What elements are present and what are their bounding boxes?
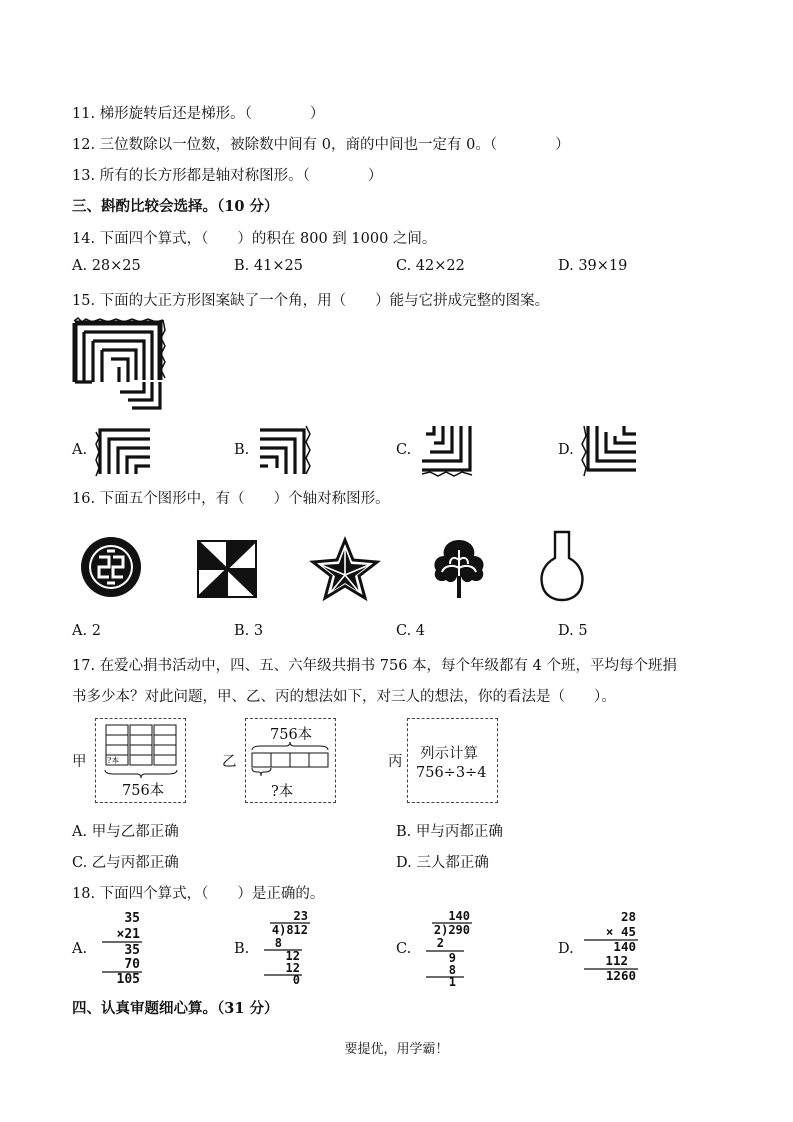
q18-d-line-2: × 45 bbox=[605, 924, 636, 939]
q18-option-d: D. bbox=[558, 941, 574, 957]
q18-d-line-4: 112 bbox=[605, 953, 628, 968]
q15-pattern-figure bbox=[72, 320, 164, 412]
q18-c-calculation bbox=[416, 908, 478, 989]
section-4-heading: 四、认真审题细心算。（31 分） bbox=[72, 1000, 279, 1017]
question-15: 15. 下面的大正方形图案缺了一个角，用（ ）能与它拼成完整的图案。 bbox=[72, 293, 550, 309]
q15-option-c: C. bbox=[396, 442, 412, 458]
q17-option-c: C. 乙与丙都正确 bbox=[72, 855, 179, 871]
q14-option-d: D. 39×19 bbox=[558, 258, 628, 274]
question-11: 11. 梯形旋转后还是梯形。（ ） bbox=[72, 106, 325, 122]
q17-jia-cell-label: ?本 bbox=[107, 756, 120, 765]
question-18: 18. 下面四个算式，（ ）是正确的。 bbox=[72, 886, 325, 902]
q18-c-step-3: 8 bbox=[448, 963, 456, 977]
q18-a-line-1: 35 bbox=[124, 911, 140, 926]
q15-option-d: D. bbox=[558, 442, 574, 458]
q18-c-step-2: 9 bbox=[448, 951, 456, 965]
q16-option-d: D. 5 bbox=[558, 623, 588, 639]
q17-jia-brace bbox=[104, 769, 178, 779]
vase-figure bbox=[540, 530, 584, 602]
q18-a-line-4: 70 bbox=[124, 957, 140, 972]
q18-option-c: C. bbox=[396, 941, 412, 957]
star-figure bbox=[311, 538, 379, 600]
q18-c-dividend: 2)290 bbox=[433, 923, 470, 937]
section-3-heading: 三、斟酌比较会选择。（10 分） bbox=[72, 198, 279, 215]
question-16: 16. 下面五个图形中，有（ ）个轴对称图形。 bbox=[72, 491, 390, 507]
q18-b-remainder: 0 bbox=[292, 973, 300, 987]
q17-option-a: A. 甲与乙都正确 bbox=[72, 824, 179, 840]
q15-option-a: A. bbox=[72, 442, 88, 458]
page-footer: 要提优，用学霸！ bbox=[344, 1042, 449, 1057]
q18-d-calculation bbox=[580, 908, 640, 986]
q14-option-c: C. 42×22 bbox=[396, 258, 465, 274]
q18-a-line-3: 35 bbox=[124, 943, 140, 958]
q17-bing-title: 列示计算 bbox=[420, 746, 478, 762]
pinwheel-figure bbox=[197, 540, 257, 598]
q17-option-b: B. 甲与丙都正确 bbox=[396, 824, 503, 840]
q18-b-calculation bbox=[254, 908, 316, 986]
q18-c-quotient: 140 bbox=[448, 909, 470, 923]
q17-yi-unknown: ?本 bbox=[271, 784, 294, 800]
tree-figure bbox=[428, 536, 490, 600]
q17-jia-total: 756本 bbox=[122, 783, 165, 799]
q18-b-dividend: 4)812 bbox=[271, 923, 308, 937]
q18-c-remainder: 1 bbox=[448, 975, 456, 989]
q18-b-step-2: 12 bbox=[285, 949, 300, 963]
q17-option-d: D. 三人都正确 bbox=[396, 855, 489, 871]
q18-c-step-1: 2 bbox=[436, 936, 444, 950]
q18-d-line-3: 140 bbox=[613, 939, 636, 954]
coin-symbol-figure bbox=[79, 535, 143, 599]
question-17-line-2: 书多少本？对此问题，甲、乙、丙的想法如下，对三人的想法，你的看法是（ ）。 bbox=[72, 689, 616, 705]
q14-option-b: B. 41×25 bbox=[234, 258, 303, 274]
q16-option-a: A. 2 bbox=[72, 623, 101, 639]
q18-b-quotient: 23 bbox=[293, 909, 308, 923]
q18-a-line-2: ×21 bbox=[116, 927, 140, 942]
q15-option-c-piece bbox=[420, 424, 476, 476]
q16-option-c: C. 4 bbox=[396, 623, 426, 639]
q18-d-line-5: 1260 bbox=[605, 968, 636, 983]
q14-option-a: A. 28×25 bbox=[72, 258, 141, 274]
q15-option-a-piece bbox=[96, 424, 152, 476]
q18-d-line-1: 28 bbox=[620, 909, 636, 924]
question-17-line-1: 17. 在爱心捐书活动中，四、五、六年级共捐书 756 本，每个年级都有 4 个班，平均每个班捐 bbox=[72, 658, 678, 674]
question-14: 14. 下面四个算式，（ ）的积在 800 到 1000 之间。 bbox=[72, 231, 437, 247]
q15-option-b: B. bbox=[234, 442, 250, 458]
q18-a-calculation bbox=[98, 908, 148, 986]
q16-option-b: B. 3 bbox=[234, 623, 264, 639]
q17-yi-total: 756本 bbox=[270, 727, 313, 743]
q15-option-b-piece bbox=[258, 424, 314, 476]
q17-yi-label: 乙 bbox=[222, 754, 237, 770]
q17-bing-expression: 756÷3÷4 bbox=[416, 765, 487, 781]
question-13: 13. 所有的长方形都是轴对称图形。（ ） bbox=[72, 168, 383, 184]
q17-jia-label: 甲 bbox=[72, 754, 87, 770]
q18-b-step-3: 12 bbox=[285, 961, 300, 975]
q18-b-step-1: 8 bbox=[274, 936, 282, 950]
q15-option-d-piece bbox=[582, 424, 638, 476]
q17-bing-label: 丙 bbox=[388, 754, 403, 770]
q18-option-b: B. bbox=[234, 941, 250, 957]
question-12: 12. 三位数除以一位数，被除数中间有 0，商的中间也一定有 0。（ ） bbox=[72, 137, 570, 153]
q18-a-line-5: 105 bbox=[116, 972, 140, 987]
q18-option-a: A. bbox=[72, 941, 88, 957]
q17-yi-diagram bbox=[251, 742, 329, 778]
